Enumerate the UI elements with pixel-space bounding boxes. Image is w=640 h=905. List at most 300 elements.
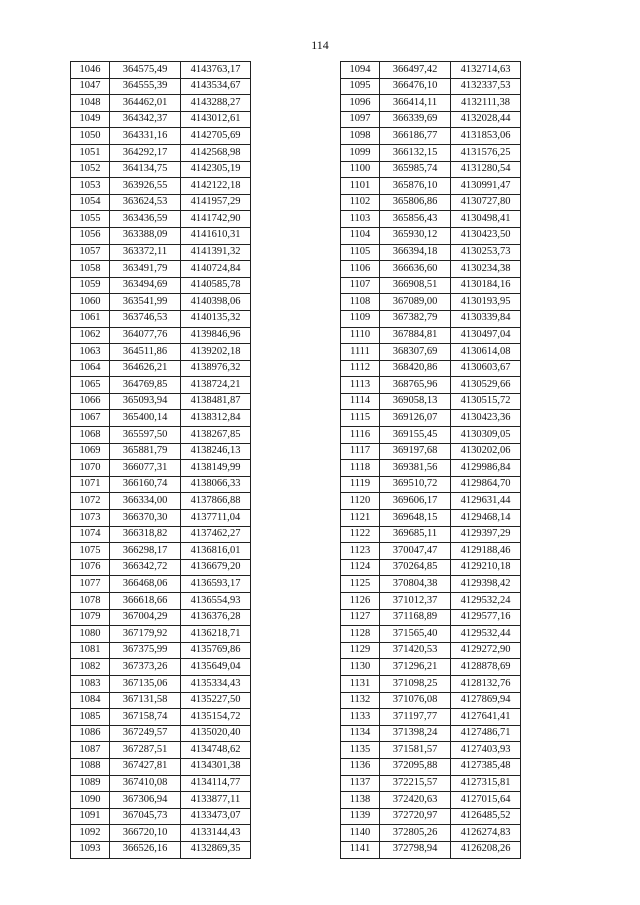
page-number: 114 [311,38,329,52]
x-coordinate-cell: 368420,86 [380,360,451,377]
point-number-cell: 1133 [341,709,380,726]
table-row [71,526,251,543]
x-coordinate-cell: 363541,99 [110,294,181,311]
y-coordinate-cell: 4141391,32 [181,244,251,261]
x-coordinate-cell: 365930,12 [380,227,451,244]
point-number-cell: 1083 [71,675,110,692]
table-row [71,659,251,676]
y-coordinate-cell: 4138267,85 [181,427,251,444]
x-coordinate-cell: 364134,75 [110,161,181,178]
y-coordinate-cell: 4127641,41 [451,709,521,726]
table-row [71,576,251,593]
y-coordinate-cell: 4142305,19 [181,161,251,178]
x-coordinate-cell: 366077,31 [110,460,181,477]
y-coordinate-cell: 4126208,26 [451,841,521,858]
x-coordinate-cell: 366526,16 [110,841,181,858]
table-row [71,692,251,709]
x-coordinate-cell: 370264,85 [380,559,451,576]
point-number-cell: 1139 [341,808,380,825]
x-coordinate-cell: 367427,81 [110,758,181,775]
x-coordinate-cell: 370047,47 [380,543,451,560]
x-coordinate-cell: 366414,11 [380,95,451,112]
x-coordinate-cell: 371012,37 [380,593,451,610]
point-number-cell: 1095 [341,78,380,95]
y-coordinate-cell: 4126485,52 [451,808,521,825]
point-number-cell: 1094 [341,62,380,79]
point-number-cell: 1087 [71,742,110,759]
x-coordinate-cell: 367045,73 [110,808,181,825]
point-number-cell: 1084 [71,692,110,709]
y-coordinate-cell: 4138149,99 [181,460,251,477]
table-row [341,194,521,211]
table-row [71,95,251,112]
y-coordinate-cell: 4136218,71 [181,626,251,643]
table-row [341,310,521,327]
x-coordinate-cell: 366618,66 [110,593,181,610]
table-row [341,593,521,610]
x-coordinate-cell: 365093,94 [110,393,181,410]
table-row [341,360,521,377]
table-row [71,194,251,211]
table-row [341,393,521,410]
x-coordinate-cell: 366186,77 [380,128,451,145]
y-coordinate-cell: 4140724,84 [181,261,251,278]
x-coordinate-cell: 366720,10 [110,825,181,842]
table-row [71,310,251,327]
point-number-cell: 1102 [341,194,380,211]
point-number-cell: 1053 [71,178,110,195]
point-number-cell: 1120 [341,493,380,510]
x-coordinate-cell: 364769,85 [110,377,181,394]
y-coordinate-cell: 4132714,63 [451,62,521,79]
x-coordinate-cell: 367089,00 [380,294,451,311]
point-number-cell: 1130 [341,659,380,676]
table-row [71,493,251,510]
point-number-cell: 1091 [71,808,110,825]
point-number-cell: 1078 [71,593,110,610]
table-row [71,211,251,228]
y-coordinate-cell: 4132111,38 [451,95,521,112]
x-coordinate-cell: 370804,38 [380,576,451,593]
x-coordinate-cell: 366636,60 [380,261,451,278]
point-number-cell: 1048 [71,95,110,112]
point-number-cell: 1124 [341,559,380,576]
table-row [71,642,251,659]
y-coordinate-cell: 4142568,98 [181,144,251,161]
x-coordinate-cell: 366908,51 [380,277,451,294]
point-number-cell: 1121 [341,510,380,527]
y-coordinate-cell: 4136679,20 [181,559,251,576]
y-coordinate-cell: 4131853,06 [451,128,521,145]
x-coordinate-cell: 365597,50 [110,427,181,444]
point-number-cell: 1136 [341,758,380,775]
y-coordinate-cell: 4135227,50 [181,692,251,709]
y-coordinate-cell: 4143534,67 [181,78,251,95]
point-number-cell: 1063 [71,344,110,361]
point-number-cell: 1108 [341,294,380,311]
table-row [341,576,521,593]
table-row [71,78,251,95]
x-coordinate-cell: 369058,13 [380,393,451,410]
y-coordinate-cell: 4136816,01 [181,543,251,560]
table-row [341,775,521,792]
y-coordinate-cell: 4141957,29 [181,194,251,211]
table-row [341,327,521,344]
y-coordinate-cell: 4130309,05 [451,427,521,444]
y-coordinate-cell: 4139202,18 [181,344,251,361]
table-row [71,460,251,477]
point-number-cell: 1123 [341,543,380,560]
y-coordinate-cell: 4138246,13 [181,443,251,460]
x-coordinate-cell: 364462,01 [110,95,181,112]
table-row [341,792,521,809]
x-coordinate-cell: 367375,99 [110,642,181,659]
y-coordinate-cell: 4127015,64 [451,792,521,809]
y-coordinate-cell: 4129631,44 [451,493,521,510]
x-coordinate-cell: 368765,96 [380,377,451,394]
point-number-cell: 1073 [71,510,110,527]
table-row [71,543,251,560]
table-row [71,410,251,427]
y-coordinate-cell: 4130202,06 [451,443,521,460]
y-coordinate-cell: 4135334,43 [181,675,251,692]
table-row [71,559,251,576]
table-row [71,427,251,444]
table-row [71,277,251,294]
x-coordinate-cell: 366468,06 [110,576,181,593]
table-row [71,377,251,394]
y-coordinate-cell: 4130253,73 [451,244,521,261]
table-row [341,128,521,145]
table-row [341,244,521,261]
point-number-cell: 1093 [71,841,110,858]
x-coordinate-cell: 366339,69 [380,111,451,128]
x-coordinate-cell: 365806,86 [380,194,451,211]
table-row [71,742,251,759]
y-coordinate-cell: 4133473,07 [181,808,251,825]
point-number-cell: 1086 [71,725,110,742]
x-coordinate-cell: 371098,25 [380,675,451,692]
y-coordinate-cell: 4136593,17 [181,576,251,593]
y-coordinate-cell: 4129188,46 [451,543,521,560]
x-coordinate-cell: 367158,74 [110,709,181,726]
y-coordinate-cell: 4131280,54 [451,161,521,178]
x-coordinate-cell: 366476,10 [380,78,451,95]
table-row [341,178,521,195]
y-coordinate-cell: 4141742,90 [181,211,251,228]
table-row [341,111,521,128]
x-coordinate-cell: 366318,82 [110,526,181,543]
point-number-cell: 1047 [71,78,110,95]
y-coordinate-cell: 4130991,47 [451,178,521,195]
y-coordinate-cell: 4129272,90 [451,642,521,659]
x-coordinate-cell: 367249,57 [110,725,181,742]
table-row [71,593,251,610]
point-number-cell: 1054 [71,194,110,211]
point-number-cell: 1077 [71,576,110,593]
point-number-cell: 1070 [71,460,110,477]
table-row [341,758,521,775]
point-number-cell: 1107 [341,277,380,294]
point-number-cell: 1092 [71,825,110,842]
point-number-cell: 1046 [71,62,110,79]
point-number-cell: 1118 [341,460,380,477]
y-coordinate-cell: 4140585,78 [181,277,251,294]
x-coordinate-cell: 366342,72 [110,559,181,576]
x-coordinate-cell: 365400,14 [110,410,181,427]
point-number-cell: 1138 [341,792,380,809]
x-coordinate-cell: 364077,76 [110,327,181,344]
point-number-cell: 1056 [71,227,110,244]
point-number-cell: 1050 [71,128,110,145]
table-row [341,725,521,742]
table-row [71,178,251,195]
table-row [71,758,251,775]
x-coordinate-cell: 364511,86 [110,344,181,361]
y-coordinate-cell: 4129986,84 [451,460,521,477]
y-coordinate-cell: 4133877,11 [181,792,251,809]
x-coordinate-cell: 371197,77 [380,709,451,726]
x-coordinate-cell: 364626,21 [110,360,181,377]
point-number-cell: 1061 [71,310,110,327]
y-coordinate-cell: 4130515,72 [451,393,521,410]
table-row [341,95,521,112]
y-coordinate-cell: 4126274,83 [451,825,521,842]
y-coordinate-cell: 4136376,28 [181,609,251,626]
x-coordinate-cell: 371168,89 [380,609,451,626]
x-coordinate-cell: 367410,08 [110,775,181,792]
table-row [341,443,521,460]
point-number-cell: 1080 [71,626,110,643]
table-row [71,709,251,726]
point-number-cell: 1140 [341,825,380,842]
y-coordinate-cell: 4127315,81 [451,775,521,792]
table-row [341,709,521,726]
point-number-cell: 1049 [71,111,110,128]
x-coordinate-cell: 364555,39 [110,78,181,95]
y-coordinate-cell: 4130727,80 [451,194,521,211]
point-number-cell: 1111 [341,344,380,361]
table-row [341,294,521,311]
table-row [71,775,251,792]
x-coordinate-cell: 365881,79 [110,443,181,460]
y-coordinate-cell: 4137711,04 [181,510,251,527]
x-coordinate-cell: 363926,55 [110,178,181,195]
y-coordinate-cell: 4128878,69 [451,659,521,676]
x-coordinate-cell: 371565,40 [380,626,451,643]
point-number-cell: 1100 [341,161,380,178]
table-row [341,476,521,493]
table-row [71,62,251,79]
table-row [341,493,521,510]
table-row [341,161,521,178]
y-coordinate-cell: 4138481,87 [181,393,251,410]
point-number-cell: 1071 [71,476,110,493]
y-coordinate-cell: 4127869,94 [451,692,521,709]
point-number-cell: 1068 [71,427,110,444]
point-number-cell: 1119 [341,476,380,493]
y-coordinate-cell: 4130529,66 [451,377,521,394]
point-number-cell: 1141 [341,841,380,858]
table-row [71,111,251,128]
x-coordinate-cell: 372215,57 [380,775,451,792]
y-coordinate-cell: 4130339,84 [451,310,521,327]
x-coordinate-cell: 367135,06 [110,675,181,692]
point-number-cell: 1117 [341,443,380,460]
table-row [71,609,251,626]
point-number-cell: 1079 [71,609,110,626]
x-coordinate-cell: 365876,10 [380,178,451,195]
table-row [341,344,521,361]
point-number-cell: 1062 [71,327,110,344]
y-coordinate-cell: 4134748,62 [181,742,251,759]
y-coordinate-cell: 4127486,71 [451,725,521,742]
point-number-cell: 1125 [341,576,380,593]
x-coordinate-cell: 372798,94 [380,841,451,858]
table-row [71,808,251,825]
table-row [341,78,521,95]
point-number-cell: 1060 [71,294,110,311]
table-row [71,626,251,643]
point-number-cell: 1064 [71,360,110,377]
table-row [341,62,521,79]
point-number-cell: 1090 [71,792,110,809]
point-number-cell: 1072 [71,493,110,510]
y-coordinate-cell: 4129577,16 [451,609,521,626]
y-coordinate-cell: 4138976,32 [181,360,251,377]
point-number-cell: 1059 [71,277,110,294]
point-number-cell: 1058 [71,261,110,278]
x-coordinate-cell: 369126,07 [380,410,451,427]
y-coordinate-cell: 4135769,86 [181,642,251,659]
x-coordinate-cell: 367382,79 [380,310,451,327]
point-number-cell: 1101 [341,178,380,195]
x-coordinate-cell: 369606,17 [380,493,451,510]
x-coordinate-cell: 372805,26 [380,825,451,842]
point-number-cell: 1051 [71,144,110,161]
x-coordinate-cell: 369510,72 [380,476,451,493]
point-number-cell: 1067 [71,410,110,427]
point-number-cell: 1134 [341,725,380,742]
point-number-cell: 1098 [341,128,380,145]
point-number-cell: 1126 [341,593,380,610]
x-coordinate-cell: 368307,69 [380,344,451,361]
table-row [341,227,521,244]
table-row [341,460,521,477]
table-row [341,211,521,228]
point-number-cell: 1113 [341,377,380,394]
y-coordinate-cell: 4137462,27 [181,526,251,543]
point-number-cell: 1110 [341,327,380,344]
x-coordinate-cell: 363491,79 [110,261,181,278]
x-coordinate-cell: 367131,58 [110,692,181,709]
point-number-cell: 1106 [341,261,380,278]
table-row [341,510,521,527]
x-coordinate-cell: 364575,49 [110,62,181,79]
point-number-cell: 1122 [341,526,380,543]
table-row [341,609,521,626]
y-coordinate-cell: 4138312,84 [181,410,251,427]
table-row [71,393,251,410]
x-coordinate-cell: 372420,63 [380,792,451,809]
table-row [71,344,251,361]
table-row [71,244,251,261]
y-coordinate-cell: 4132028,44 [451,111,521,128]
point-number-cell: 1066 [71,393,110,410]
point-number-cell: 1109 [341,310,380,327]
point-number-cell: 1105 [341,244,380,261]
x-coordinate-cell: 367287,51 [110,742,181,759]
x-coordinate-cell: 363624,53 [110,194,181,211]
point-number-cell: 1052 [71,161,110,178]
x-coordinate-cell: 366298,17 [110,543,181,560]
table-row [341,742,521,759]
x-coordinate-cell: 366497,42 [380,62,451,79]
x-coordinate-cell: 366160,74 [110,476,181,493]
table-row [71,476,251,493]
x-coordinate-cell: 371398,24 [380,725,451,742]
point-number-cell: 1075 [71,543,110,560]
point-number-cell: 1074 [71,526,110,543]
point-number-cell: 1065 [71,377,110,394]
x-coordinate-cell: 369685,11 [380,526,451,543]
point-number-cell: 1055 [71,211,110,228]
table-row [341,559,521,576]
table-row [71,510,251,527]
y-coordinate-cell: 4129398,42 [451,576,521,593]
point-number-cell: 1085 [71,709,110,726]
x-coordinate-cell: 363494,69 [110,277,181,294]
x-coordinate-cell: 363372,11 [110,244,181,261]
x-coordinate-cell: 372720,97 [380,808,451,825]
y-coordinate-cell: 4129468,14 [451,510,521,527]
y-coordinate-cell: 4143288,27 [181,95,251,112]
x-coordinate-cell: 364331,16 [110,128,181,145]
table-row [341,642,521,659]
point-number-cell: 1099 [341,144,380,161]
point-number-cell: 1069 [71,443,110,460]
table-row [71,725,251,742]
y-coordinate-cell: 4132337,53 [451,78,521,95]
table-row [341,526,521,543]
y-coordinate-cell: 4134301,38 [181,758,251,775]
x-coordinate-cell: 363436,59 [110,211,181,228]
table-row [341,144,521,161]
point-number-cell: 1137 [341,775,380,792]
table-row [71,360,251,377]
table-row [341,692,521,709]
point-number-cell: 1112 [341,360,380,377]
y-coordinate-cell: 4132869,35 [181,841,251,858]
y-coordinate-cell: 4139846,96 [181,327,251,344]
point-number-cell: 1116 [341,427,380,444]
y-coordinate-cell: 4135649,04 [181,659,251,676]
y-coordinate-cell: 4131576,25 [451,144,521,161]
y-coordinate-cell: 4129397,29 [451,526,521,543]
x-coordinate-cell: 371581,57 [380,742,451,759]
y-coordinate-cell: 4136554,93 [181,593,251,610]
y-coordinate-cell: 4141610,31 [181,227,251,244]
y-coordinate-cell: 4140398,06 [181,294,251,311]
y-coordinate-cell: 4130423,50 [451,227,521,244]
x-coordinate-cell: 367884,81 [380,327,451,344]
point-number-cell: 1081 [71,642,110,659]
point-number-cell: 1057 [71,244,110,261]
y-coordinate-cell: 4130193,95 [451,294,521,311]
y-coordinate-cell: 4127403,93 [451,742,521,759]
table-row [341,808,521,825]
x-coordinate-cell: 366394,18 [380,244,451,261]
